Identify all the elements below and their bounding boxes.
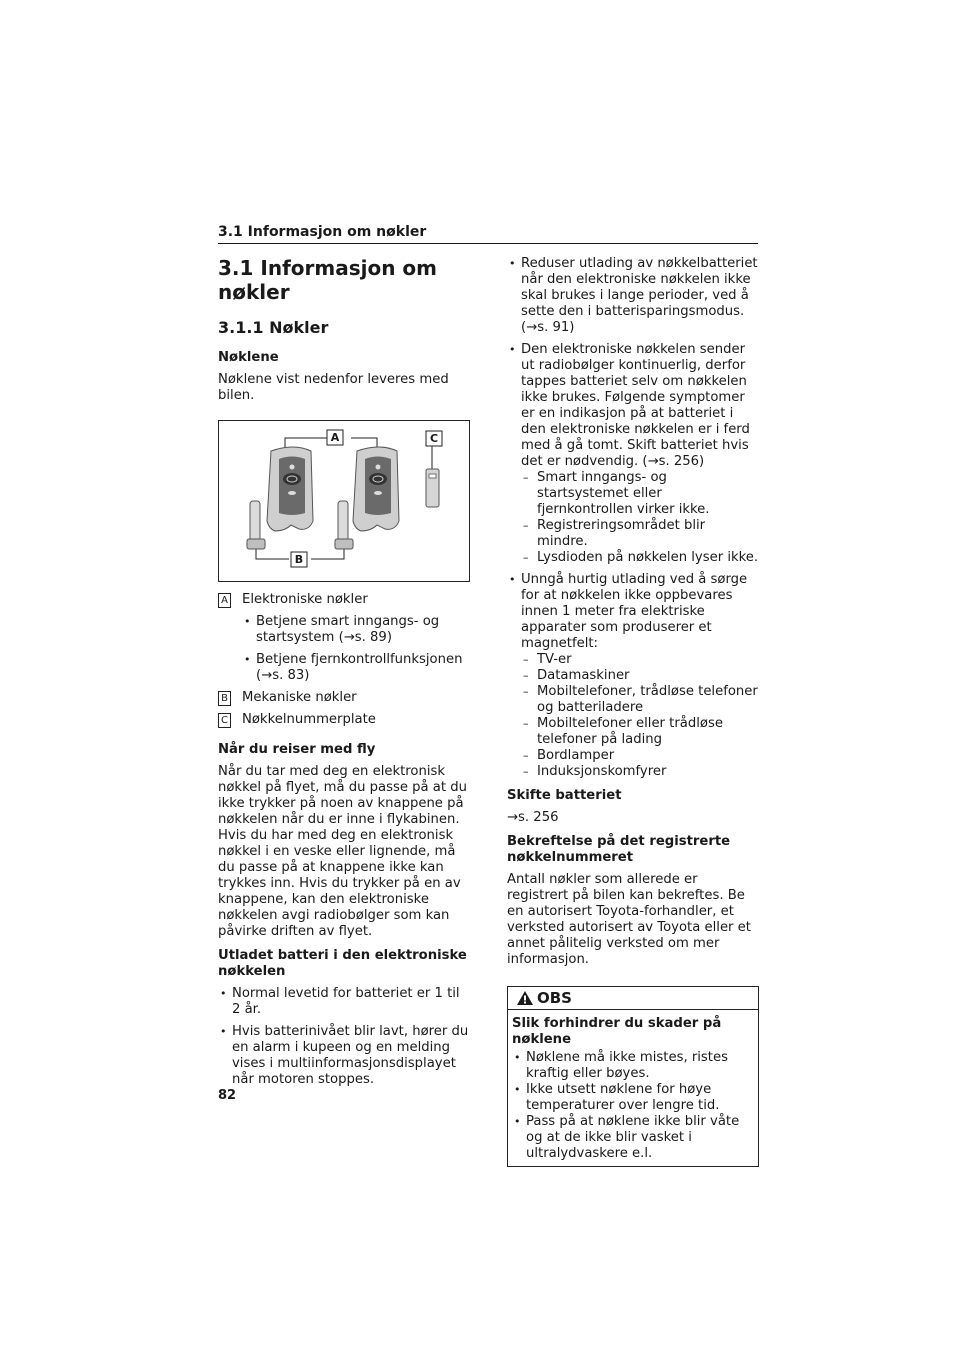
figure-label-c: C	[429, 432, 439, 445]
list-item: • Normal levetid for batteriet er 1 til 2 år.	[218, 986, 470, 1018]
obs-bullets	[512, 1050, 754, 1162]
electronic-key-1-icon	[267, 447, 313, 531]
section-heading-battery: Utladet batteri i den elektroniske nøkkelen	[218, 948, 467, 979]
figure-label-b: B	[294, 553, 304, 566]
legend-letter-b: B	[218, 691, 231, 706]
section-heading-confirm: Bekreftelse på det registrerte nøkkelnummeret	[507, 834, 731, 865]
keys-illustration	[218, 420, 470, 582]
legend-text-c: Nøkkelnummerplate	[242, 712, 376, 727]
dash-item: – Induksjonskomfyrer	[521, 764, 759, 780]
obs-heading: Slik forhindrer du skader på nøklene	[512, 1016, 722, 1047]
flight-text: Når du tar med deg en elektronisk nøkkel på flyet, må du passe på at du ikke trykker på noen av knappene på nøkkelen når du er inne i flykabinen. Hvis du har med deg en elektronisk nøkkel i en veske eller lignende, må du passe på at knappene ikke kan trykkes inn. Hvis du trykker på en av knappene, kan den elektroniske nøkkelen avgi radiobølger som kan påvirke driften av flyet.	[218, 764, 467, 939]
left-column	[218, 256, 470, 1094]
right-column	[507, 256, 759, 1167]
symptom-list	[521, 470, 759, 566]
list-item: • Ikke utsett nøklene for høye temperaturer over lengre tid.	[512, 1082, 754, 1114]
obs-warning-box	[507, 986, 759, 1167]
dash-item: – TV-er	[521, 652, 759, 668]
list-item	[507, 342, 759, 566]
chapter-title: 3.1 Informasjon om nøkler	[218, 256, 437, 304]
obs-header	[508, 987, 758, 1010]
header-rule	[218, 243, 758, 244]
legend-text-b: Mekaniske nøkler	[242, 690, 357, 705]
dash-item: – Mobiltelefoner, trådløse telefoner og batteriladere	[521, 684, 759, 716]
section-heading-keys: Nøklene	[218, 350, 279, 365]
list-item: • Nøklene må ikke mistes, ristes kraftig eller bøyes.	[512, 1050, 754, 1082]
section-title: 3.1.1 Nøkler	[218, 318, 329, 337]
list-item: • Pass på at nøklene ikke blir våte og at de ikke blir vasket i ultralydvaskere e.l.	[512, 1114, 754, 1162]
warning-triangle-icon	[516, 990, 534, 1006]
section-heading-replace-battery: Skifte batteriet	[507, 788, 622, 803]
key-number-plate-icon	[426, 469, 439, 507]
dash-item: – Mobiltelefoner eller trådløse telefoner på lading	[521, 716, 759, 748]
legend-b	[218, 690, 470, 706]
list-item-text: Unngå hurtig utlading ved å sørge for at nøkkelen ikke oppbevares innen 1 meter fra elektriske apparater som produserer et magnetfelt:	[521, 572, 748, 651]
running-header: 3.1 Informasjon om nøkler	[218, 224, 427, 240]
dash-item: – Bordlamper	[521, 748, 759, 764]
dash-item: – Datamaskiner	[521, 668, 759, 684]
dash-item: – Registreringsområdet blir mindre.	[521, 518, 759, 550]
list-item: • Reduser utlading av nøkkelbatteriet når den elektroniske nøkkelen ikke skal brukes i lange perioder, ved å sette den i batterisparingsmodus. (→s. 91)	[507, 256, 759, 336]
replace-battery-ref: →s. 256	[507, 810, 559, 825]
obs-body	[508, 1010, 758, 1166]
confirm-text: Antall nøkler som allerede er registrert på bilen kan bekreftes. Be en autorisert Toyota-forhandler, et verksted autorisert av Toyota eller et annet pålitelig verksted om mer informasjon.	[507, 872, 751, 967]
list-item-text: Den elektroniske nøkkelen sender ut radiobølger kontinuerlig, derfor tappes batteriet selv om nøkkelen ikke brukes. Følgende symptomer er en indikasjon på at batteriet i den elektroniske nøkkelen er i ferd med å gå tomt. Skift batteriet hvis det er nødvendig. (→s. 256)	[521, 342, 750, 469]
legend-a	[218, 592, 470, 608]
dash-item: – Lysdioden på nøkkelen lyser ikke.	[521, 550, 759, 566]
mechanical-key-2-icon	[335, 501, 353, 549]
legend-c	[218, 712, 470, 728]
appliance-list	[521, 652, 759, 780]
battery-tips	[507, 256, 759, 780]
battery-bullets	[218, 986, 470, 1088]
keys-intro-text: Nøklene vist nedenfor leveres med bilen.	[218, 372, 449, 403]
list-item: • Betjene fjernkontrollfunksjonen (→s. 83)	[242, 652, 470, 684]
obs-title: OBS	[537, 989, 572, 1007]
list-item	[507, 572, 759, 780]
legend-a-bullets	[218, 614, 470, 684]
legend-text-a: Elektroniske nøkler	[242, 592, 368, 607]
figure-label-a: A	[330, 431, 340, 444]
page-number: 82	[218, 1088, 237, 1103]
legend-letter-a: A	[218, 593, 231, 608]
mechanical-key-1-icon	[247, 501, 265, 549]
dash-item: – Smart inngangs- og startsystemet eller fjernkontrollen virker ikke.	[521, 470, 759, 518]
legend-letter-c: C	[218, 713, 231, 728]
list-item: • Betjene smart inngangs- og startsystem (→s. 89)	[242, 614, 470, 646]
section-heading-flight: Når du reiser med fly	[218, 742, 376, 757]
list-item: • Hvis batterinivået blir lavt, hører du en alarm i kupeen og en melding vises i multiinformasjonsdisplayet når motoren stoppes.	[218, 1024, 470, 1088]
electronic-key-2-icon	[353, 447, 399, 531]
